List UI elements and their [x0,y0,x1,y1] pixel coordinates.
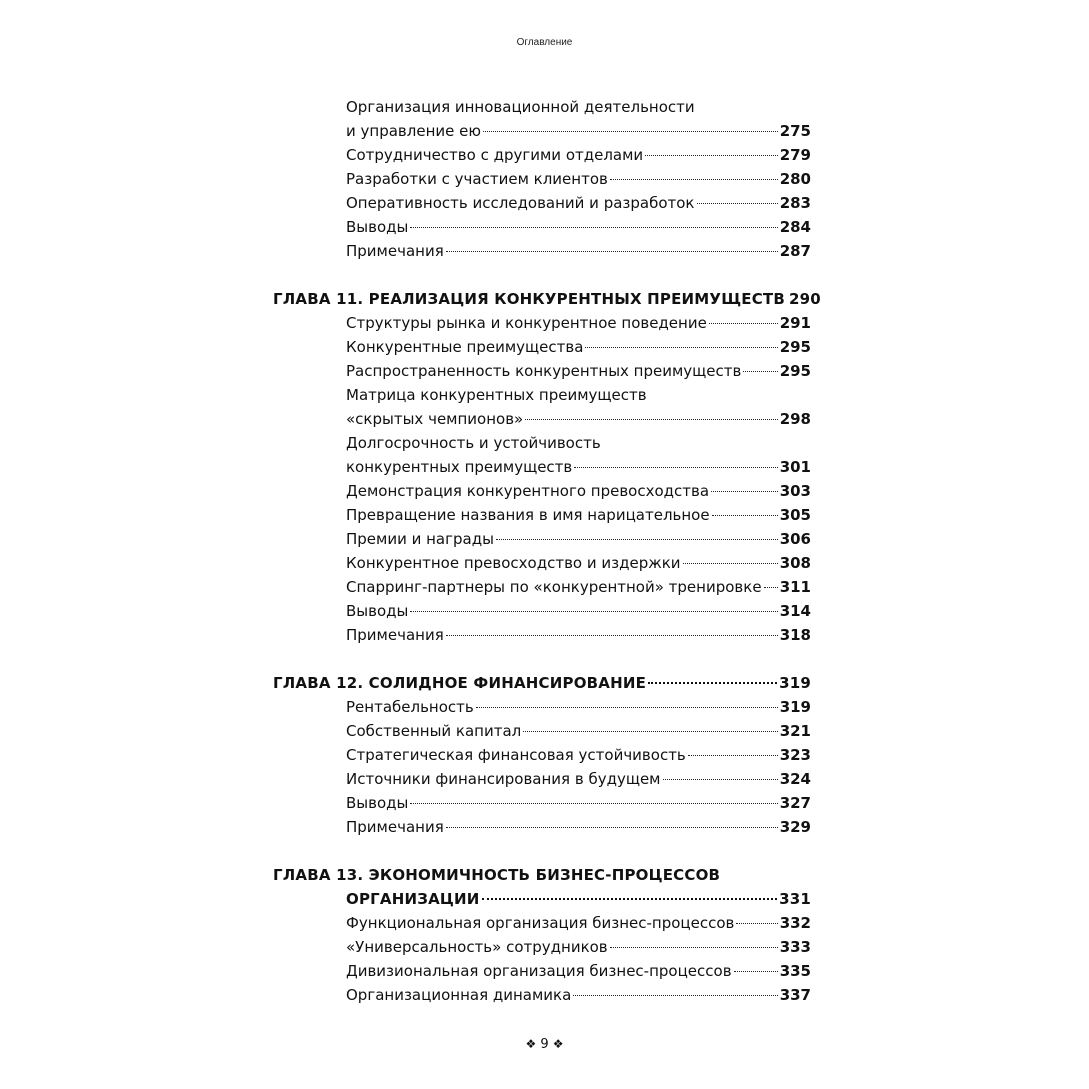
toc-entry[interactable] [273,911,811,935]
toc-entry[interactable] [273,191,811,215]
dot-leader [483,131,778,132]
toc-entry-title: Структуры рынка и конкурентное поведение [346,314,707,332]
dot-leader [446,635,778,636]
dot-leader [610,179,778,180]
toc-entry-page: 280 [779,170,811,188]
toc-entry[interactable] [273,815,811,839]
toc-entry[interactable] [273,215,811,239]
running-head: Оглавление [516,37,573,48]
dot-leader [648,682,777,684]
toc-entry-title: Выводы [346,602,409,620]
toc-entry-title: «Универсальность» сотрудников [346,938,608,956]
page-number-value: 9 [540,1037,549,1052]
toc-entry[interactable] [273,695,811,719]
toc-entry-page: 319 [779,698,811,716]
ornament-right-icon: ❖ [552,1037,564,1051]
dot-leader [585,347,777,348]
dot-leader [574,467,777,468]
toc-entry-title: Примечания [346,818,444,836]
toc-entry-page: 333 [779,938,811,956]
toc-entry-page: 321 [779,722,811,740]
dot-leader [663,779,778,780]
toc-entry[interactable] [273,959,811,983]
toc-chapter-heading[interactable] [273,671,811,695]
toc-entry-page: 327 [779,794,811,812]
toc-entry-title: Премии и награды [346,530,494,548]
toc-entry[interactable] [273,119,811,143]
toc-entry-title: Спарринг-партнеры по «конкурентной» тренировке [346,578,762,596]
dot-leader [711,491,778,492]
toc-entry-title: Функциональная организация бизнес-процессов [346,914,735,932]
toc-entry-page: 290 [789,290,821,308]
toc-entry[interactable] [273,767,811,791]
toc-entry-title: Источники финансирования в будущем [346,770,661,788]
toc-entry[interactable] [273,95,811,119]
toc-entry-page: 303 [779,482,811,500]
toc-entry[interactable] [273,335,811,359]
dot-leader [645,155,778,156]
toc-entry-title: Дивизиональная организация бизнес-процессов [346,962,732,980]
toc-entry-title: Организация инновационной деятельности [346,98,695,116]
toc-chapter-heading[interactable] [273,863,811,887]
section-gap [273,839,811,863]
dot-leader [482,898,778,900]
toc-entry-title: конкурентных преимуществ [346,458,573,476]
dot-leader [688,755,778,756]
toc-entry-title: Стратегическая финансовая устойчивость [346,746,686,764]
toc-entry-title: Выводы [346,218,409,236]
toc-entry-page: 311 [779,578,811,596]
toc-entry-title: Рентабельность [346,698,474,716]
toc-entry[interactable] [273,383,811,407]
dot-leader [476,707,778,708]
toc-entry-page: 324 [779,770,811,788]
toc-entry-page: 287 [779,242,811,260]
toc-entry[interactable] [273,935,811,959]
toc-entry[interactable] [273,359,811,383]
dot-leader [410,803,777,804]
toc-entry[interactable] [273,623,811,647]
toc-entry-page: 284 [779,218,811,236]
toc-entry-title: Конкурентные преимущества [346,338,584,356]
toc-entry-page: 298 [779,410,811,428]
toc-entry-title: Распространенность конкурентных преимуществ [346,362,742,380]
dot-leader [736,923,777,924]
toc-entry-page: 306 [779,530,811,548]
toc-entry[interactable] [273,431,811,455]
toc-entry-page: 314 [779,602,811,620]
dot-leader [573,995,777,996]
dot-leader [410,611,777,612]
toc-chapter-heading[interactable] [273,887,811,911]
toc-entry-title: Разработки с участием клиентов [346,170,608,188]
toc-entry[interactable] [273,791,811,815]
toc-entry-page: 332 [779,914,811,932]
toc-entry-page: 337 [779,986,811,1004]
toc-entry-title: Организационная динамика [346,986,572,1004]
toc-entry-page: 283 [779,194,811,212]
dot-leader [697,203,778,204]
toc-entry-title: Демонстрация конкурентного превосходства [346,482,710,500]
dot-leader [712,515,778,516]
toc-entry-title: Выводы [346,794,409,812]
toc-entry[interactable] [273,455,811,479]
dot-leader [525,419,777,420]
toc-entry-title: Матрица конкурентных преимуществ [346,386,647,404]
toc-entry-page: 275 [779,122,811,140]
dot-leader [743,371,777,372]
toc-chapter-heading[interactable] [273,287,821,311]
toc-entry-page: 319 [779,674,811,692]
toc-entry[interactable] [273,983,811,1007]
toc-entry-page: 331 [779,890,811,908]
toc-entry[interactable] [273,239,811,263]
toc-entry[interactable] [273,599,811,623]
toc-entry-title: Примечания [346,242,444,260]
toc-entry-page: 291 [779,314,811,332]
toc-entry[interactable] [273,719,811,743]
toc-entry[interactable] [273,167,811,191]
dot-leader [734,971,778,972]
page-number [0,1037,1089,1052]
toc-entry-title: Примечания [346,626,444,644]
dot-leader [764,587,778,588]
toc-entry[interactable] [273,479,811,503]
section-gap [273,263,811,287]
toc-entry-title: Собственный капитал [346,722,522,740]
toc-entry[interactable] [273,503,811,527]
toc-entry-page: 329 [779,818,811,836]
toc-entry-page: 323 [779,746,811,764]
toc-entry-page: 295 [779,338,811,356]
toc-entry[interactable] [273,311,811,335]
table-of-contents [273,95,821,1007]
toc-entry-page: 308 [779,554,811,572]
toc-entry-title: и управление ею [346,122,481,140]
dot-leader [496,539,778,540]
toc-entry-title: Конкурентное превосходство и издержки [346,554,681,572]
dot-leader [683,563,778,564]
ornament-left-icon: ❖ [525,1037,537,1051]
dot-leader [410,227,777,228]
toc-entry-page: 295 [779,362,811,380]
toc-entry-page: 305 [779,506,811,524]
toc-entry[interactable] [273,743,811,767]
toc-entry-title: Сотрудничество с другими отделами [346,146,644,164]
toc-entry[interactable] [273,551,811,575]
toc-entry-page: 279 [779,146,811,164]
toc-entry-page: 318 [779,626,811,644]
toc-entry[interactable] [273,407,811,431]
toc-entry-title: ГЛАВА 12. СОЛИДНОЕ ФИНАНСИРОВАНИЕ [273,674,647,692]
toc-entry-title: ГЛАВА 11. РЕАЛИЗАЦИЯ КОНКУРЕНТНЫХ ПРЕИМУЩЕСТВ [273,290,785,308]
toc-entry[interactable] [273,143,811,167]
section-gap [273,647,811,671]
toc-entry-title: Превращение названия в имя нарицательное [346,506,710,524]
toc-entry[interactable] [273,575,811,599]
dot-leader [709,323,778,324]
toc-entry-title: Долгосрочность и устойчивость [346,434,601,452]
dot-leader [446,251,778,252]
toc-entry-title: Оперативность исследований и разработок [346,194,695,212]
dot-leader [610,947,778,948]
toc-entry-title: ОРГАНИЗАЦИИ [346,890,480,908]
toc-entry-page: 335 [779,962,811,980]
dot-leader [446,827,778,828]
toc-entry-page: 301 [779,458,811,476]
dot-leader [523,731,777,732]
toc-entry[interactable] [273,527,811,551]
toc-entry-title: ГЛАВА 13. ЭКОНОМИЧНОСТЬ БИЗНЕС-ПРОЦЕССОВ [273,866,721,884]
toc-entry-title: «скрытых чемпионов» [346,410,524,428]
